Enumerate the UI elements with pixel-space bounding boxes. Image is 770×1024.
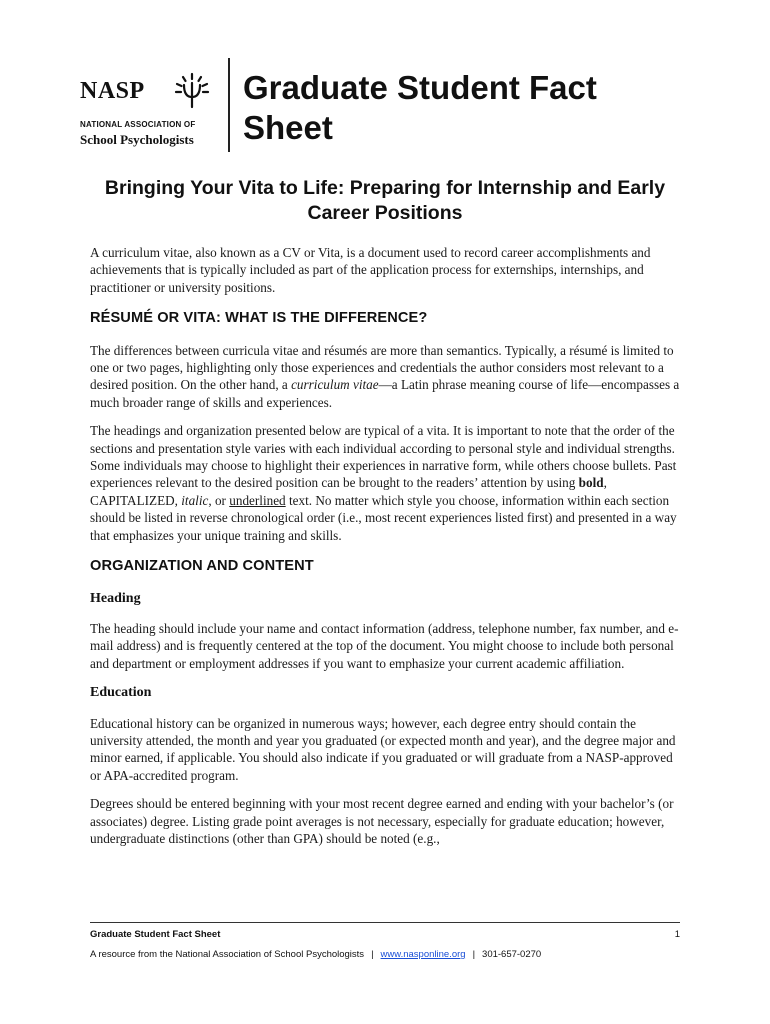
- text-run: text. No matter which style you choose, information within each section should be listed in reverse chronological order (i.e., most recent experiences listed first) and presented in a way that emphasizes your unique training and skills.: [90, 492, 677, 543]
- footer-separator: |: [371, 949, 374, 960]
- paragraph-headings-organization: [90, 422, 682, 544]
- bold-example: bold: [578, 475, 604, 491]
- main-title: Bringing Your Vita to Life: Preparing for Internship and Early Career Positions: [104, 177, 666, 224]
- footer-resource-line: [90, 949, 541, 960]
- text-run: The headings and organization presented below are typical of a vita. It is important to note that the order of the sections and presentation style varies with each individual according to personal style and individual strengths. Some individuals may choose to highlight their experiences in narrative form, while others choose bullets. Past experiences relevant to the desired position can be brought to the readers’ attention by using: [90, 423, 677, 491]
- intro-paragraph: A curriculum vitae, also known as a CV or Vita, is a document used to record career accomplishments and achievements that is typically included as part of the application process for externships, internships, and practitioner or university positions.: [90, 245, 651, 295]
- page-header: [80, 58, 700, 158]
- website-link[interactable]: www.nasponline.org: [380, 949, 466, 960]
- footer-phone: 301-657-0270: [482, 949, 542, 960]
- paragraph-heading: The heading should include your name and contact information (address, telephone number, fax number, and e-mail address) and is frequently centered at the top of the document. You might choose to include both personal and department or employment addresses if you want to emphasize your current academic affiliation.: [90, 620, 679, 671]
- underline-example: underlined: [229, 492, 286, 508]
- subheading-education: Education: [90, 685, 152, 701]
- doc-title: Graduate Student Fact Sheet: [243, 69, 597, 146]
- section-heading-organization: ORGANIZATION AND CONTENT: [90, 558, 314, 575]
- section-heading-resume-vs-vita: RÉSUMÉ OR VITA: WHAT IS THE DIFFERENCE?: [90, 310, 428, 327]
- footer-separator: |: [472, 949, 476, 960]
- footer-rule: [90, 922, 680, 923]
- footer-title: Graduate Student Fact Sheet: [90, 929, 221, 940]
- text-run: The differences between curricula vitae and résumés are more than semantics. Typically, a résumé is limited to one or two pages, highlighting only those experiences and credentials the author considers most relevant to a desired position. On the other hand, a: [90, 342, 674, 393]
- document-body: [90, 244, 682, 858]
- footer-title-line: [90, 929, 680, 940]
- italic-term: curriculum vitae: [291, 377, 379, 393]
- text-run: —a Latin phrase meaning course of life—encompasses a much broader range of skills and experiences.: [90, 377, 680, 410]
- header-divider: [228, 58, 230, 152]
- text-run: , or: [208, 492, 230, 508]
- paragraph-differences: [90, 342, 682, 412]
- logo-org-line1: NATIONAL ASSOCIATION OF: [80, 120, 196, 129]
- italic-example: italic: [181, 492, 209, 508]
- paragraph-education-1: Educational history can be organized in numerous ways; however, each degree entry should contain the university attended, the month and year you graduated (or expected month and year), and the degree major and minor earned, if applicable. You should also indicate if you graduated or will graduate from a NASP-approved or APA-accredited program.: [90, 715, 676, 783]
- subheading-heading: Heading: [90, 590, 141, 606]
- paragraph-education-2: Degrees should be entered beginning with your most recent degree earned and ending with your bachelor’s (or associates) degree. Listing grade point averages is not necessary, especially for graduate education; however, undergraduate distinctions (other than GPA) should be noted (e.g.,: [90, 796, 674, 846]
- logo-org-line2: School Psychologists: [80, 132, 194, 147]
- page-number: 1: [674, 929, 680, 940]
- psi-sunburst-icon: [172, 70, 212, 110]
- logo-wordmark: NASP: [80, 78, 145, 104]
- footer-resource: A resource from the National Association of School Psychologists: [90, 949, 365, 960]
- text-run: , CAPITALIZED,: [90, 475, 607, 508]
- nasp-logo: [80, 64, 220, 154]
